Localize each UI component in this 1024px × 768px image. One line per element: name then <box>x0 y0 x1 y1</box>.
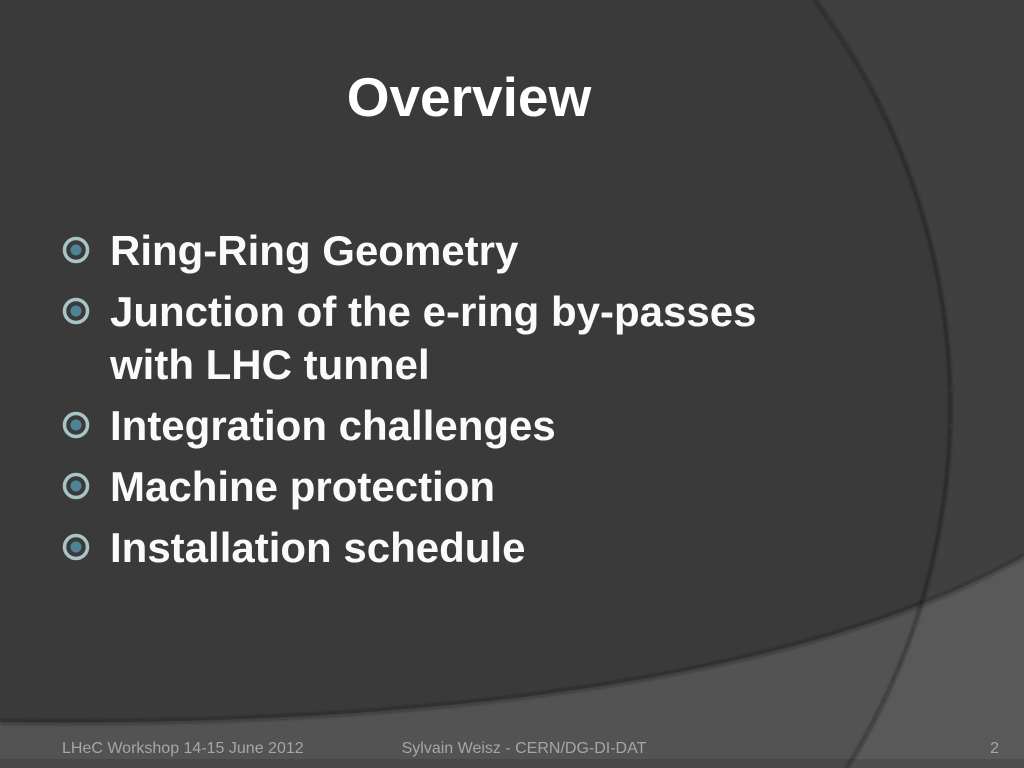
bullet-label: Ring-Ring Geometry <box>110 227 519 274</box>
bullet-label: Machine protection <box>110 463 496 510</box>
bullet-label: Integration challenges <box>110 402 556 449</box>
target-circle-icon <box>62 533 90 561</box>
footer-author-label: Sylvain Weisz - CERN/DG-DI-DAT <box>401 740 647 757</box>
bullet-item <box>62 224 786 277</box>
bullet-item <box>62 460 786 513</box>
page-number: 2 <box>990 740 999 757</box>
slide-title: Overview <box>346 66 592 128</box>
bullet-item <box>62 399 786 452</box>
footer-workshop-label: LHeC Workshop 14-15 June 2012 <box>62 740 304 757</box>
bullet-label: Installation schedule <box>110 524 526 571</box>
target-circle-icon <box>62 472 90 500</box>
bullet-label: Junction of the e-ring by-passes with LHC tunnel <box>110 288 757 388</box>
bullet-list <box>62 224 786 582</box>
target-circle-icon <box>62 411 90 439</box>
target-circle-icon <box>62 236 90 264</box>
bullet-item <box>62 521 786 574</box>
target-circle-icon <box>62 297 90 325</box>
bullet-item <box>62 285 786 391</box>
